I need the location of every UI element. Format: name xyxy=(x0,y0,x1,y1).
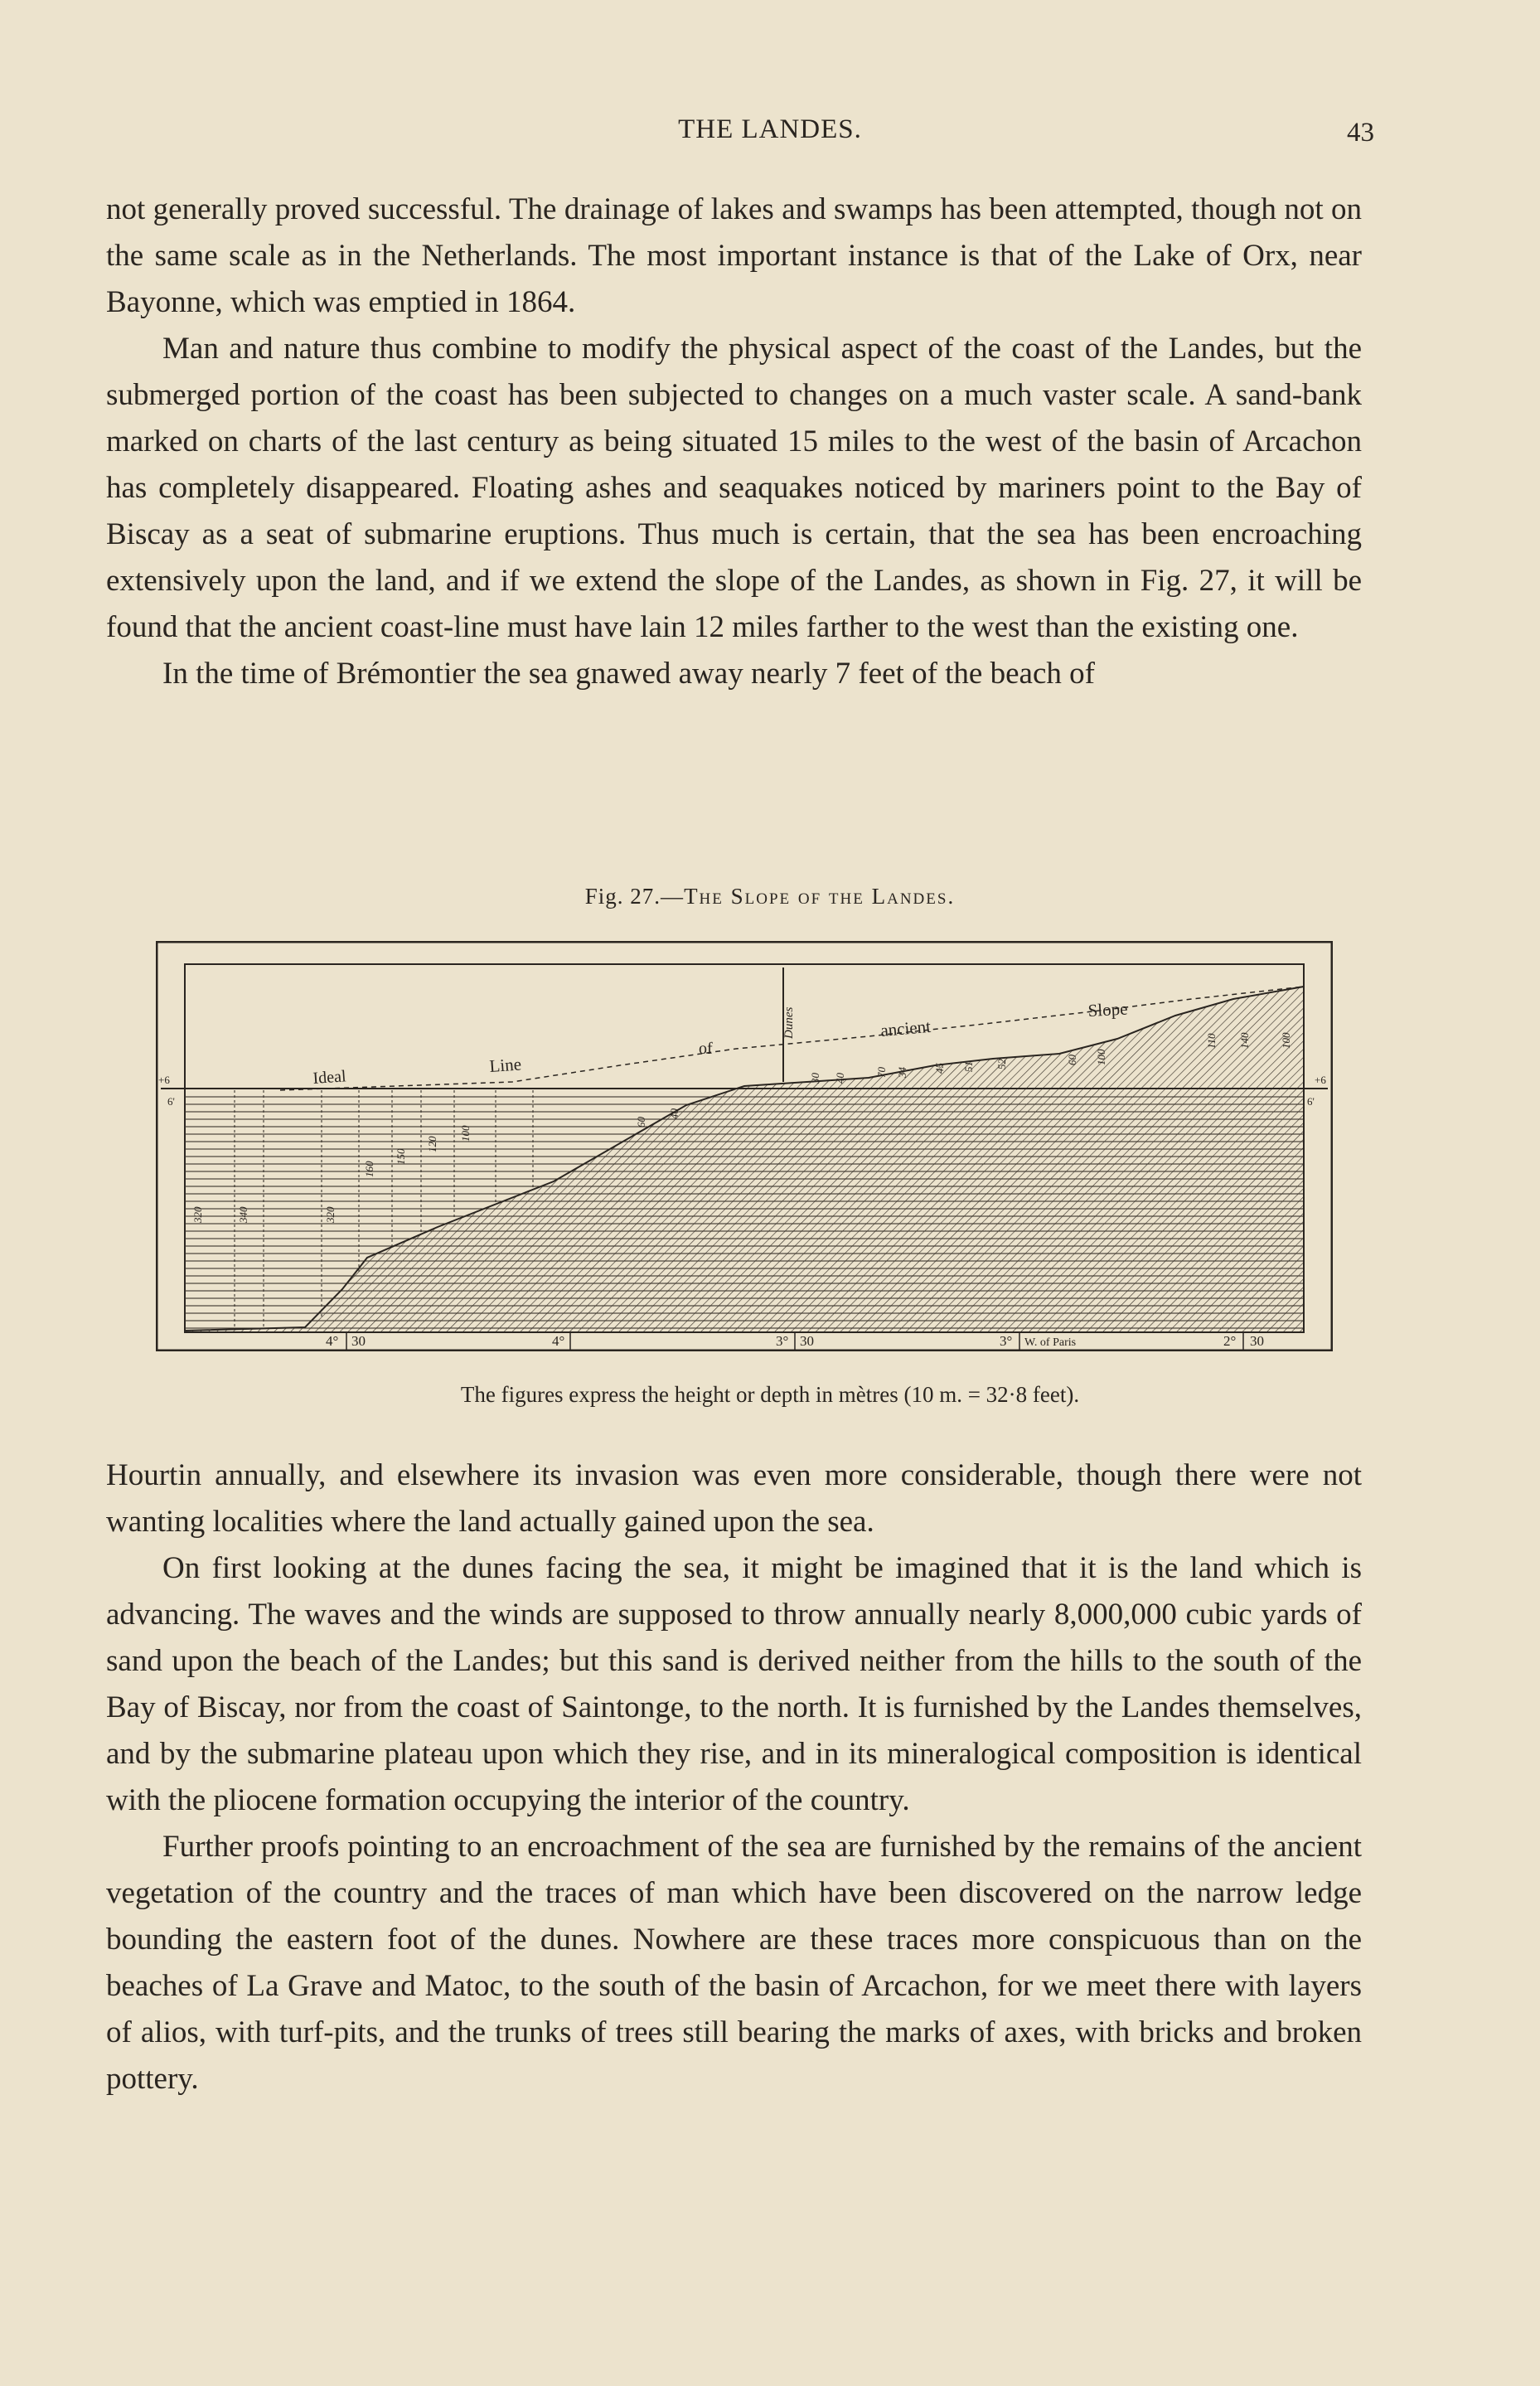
height-label: 100 xyxy=(1095,1049,1107,1065)
figure-note: The figures express the height or depth in mètres (10 m. = 32·8 feet). xyxy=(460,1382,1080,1407)
paragraph: not generally proved successful. The drainage of lakes and swamps has been attempted, though not on the same scale as in the Netherlands. The most important instance is that of the Lake of Orx, near Bayonne, which was emptied in 1864. xyxy=(106,192,1362,319)
text-block-bottom xyxy=(106,1452,1362,2102)
paragraph: Further proofs pointing to an encroachment of the sea are furnished by the remains of the ancient vegetation of the country and the traces of man which have been discovered on the narrow ledge bounding the eastern foot of the dunes. Nowhere are these traces more conspicuous than on the beaches of La Grave and Matoc, to the south of the basin of Arcachon, for we meet there with layers of alios, with turf-pits, and the trunks of trees still bearing the marks of axes, with bricks and broken pottery. xyxy=(106,1830,1362,2096)
figure-number: Fig. 27.— xyxy=(584,884,685,909)
scale-label: 30 xyxy=(1250,1333,1264,1349)
height-label: 40 xyxy=(834,1073,846,1084)
height-label: 52 xyxy=(995,1059,1008,1069)
scale-label: 3° xyxy=(776,1333,789,1349)
label-of: of xyxy=(699,1040,713,1058)
depth-label: 320 xyxy=(191,1206,204,1223)
height-label: 110 xyxy=(1205,1033,1218,1049)
paragraph: Man and nature thus combine to modify the physical aspect of the coast of the Landes, but the submerged portion of the coast has been subjected to changes on a much vaster scale. A sand-bank marked on charts of the last century as being situated 15 miles to the west of the basin of Arcachon has completely disappeared. Floating ashes and seaquakes noticed by mariners point to the Bay of Biscay as a seat of submarine eruptions. Thus much is certain, that the sea has been encroaching extensively upon the land, and if we extend the slope of the Landes, as shown in Fig. 27, it will be found that the ancient coast-line must have lain 12 miles farther to the west than the existing one. xyxy=(106,332,1362,644)
height-label: 51 xyxy=(962,1061,975,1072)
label-slope: Slope xyxy=(1087,998,1129,1021)
scale-label: 2° xyxy=(1223,1333,1237,1349)
height-label: 70 xyxy=(875,1067,888,1078)
scale-label: 4° xyxy=(326,1333,339,1349)
depth-label: 60 xyxy=(635,1117,647,1128)
edge-left-mid: 6' xyxy=(167,1095,175,1108)
edge-right-top: +6 xyxy=(1315,1074,1326,1086)
label-ancient: ancient xyxy=(879,1016,932,1040)
slope-of-the-landes-figure xyxy=(156,941,1333,1351)
scale-ticks xyxy=(346,1332,1243,1351)
depth-label: 340 xyxy=(237,1206,249,1223)
height-label: 34 xyxy=(896,1067,908,1078)
text-block-top xyxy=(106,187,1362,697)
figure-caption xyxy=(0,884,1540,909)
depth-label: 100 xyxy=(459,1125,472,1142)
paragraph: On first looking at the dunes facing the sea, it might be imagined that it is the land which is advancing. The waves and the winds are supposed to throw annually nearly 8,000,000 cubic yards of sand upon the beach of the Landes; but this sand is derived neither from the hills to the south of the Bay of Biscay, nor from the coast of Saintonge, to the north. It is furnished by the Landes themselves, and by the submarine plateau upon which they rise, and in its mineralogical composition is identical with the pliocene formation occupying the interior of the country. xyxy=(106,1551,1362,1817)
scale-label: 30 xyxy=(351,1333,366,1349)
scale-label: W. of Paris xyxy=(1024,1336,1077,1349)
edge-right-mid: 6' xyxy=(1307,1095,1315,1108)
scale-label: 3° xyxy=(1000,1333,1013,1349)
running-head: THE LANDES. xyxy=(678,114,862,144)
height-label: 140 xyxy=(1238,1032,1251,1049)
depth-label: 120 xyxy=(426,1136,438,1152)
label-line: Line xyxy=(488,1054,522,1076)
figure-title: The Slope of the Landes. xyxy=(684,884,956,909)
height-label: 60 xyxy=(1066,1055,1078,1065)
depth-label: 320 xyxy=(324,1206,337,1223)
depth-label: 150 xyxy=(395,1148,407,1165)
label-ideal: Ideal xyxy=(312,1067,347,1088)
height-label: 45 xyxy=(933,1063,946,1074)
paragraph: Hourtin annually, and elsewhere its invasion was even more considerable, though there were not wanting localities where the land actually gained upon the sea. xyxy=(106,1458,1362,1539)
edge-left-top: +6 xyxy=(158,1074,170,1086)
scale-label: 30 xyxy=(800,1333,814,1349)
height-label: 100 xyxy=(1280,1032,1292,1049)
height-label: 30 xyxy=(809,1073,821,1084)
paragraph: In the time of Brémontier the sea gnawed away nearly 7 feet of the beach of xyxy=(162,657,1095,691)
scale-label: 4° xyxy=(552,1333,565,1349)
depth-label: 40 xyxy=(668,1108,680,1119)
label-dunes: Dunes xyxy=(782,1006,796,1039)
depth-label: 160 xyxy=(363,1161,375,1177)
page-number: 43 xyxy=(1347,118,1374,148)
